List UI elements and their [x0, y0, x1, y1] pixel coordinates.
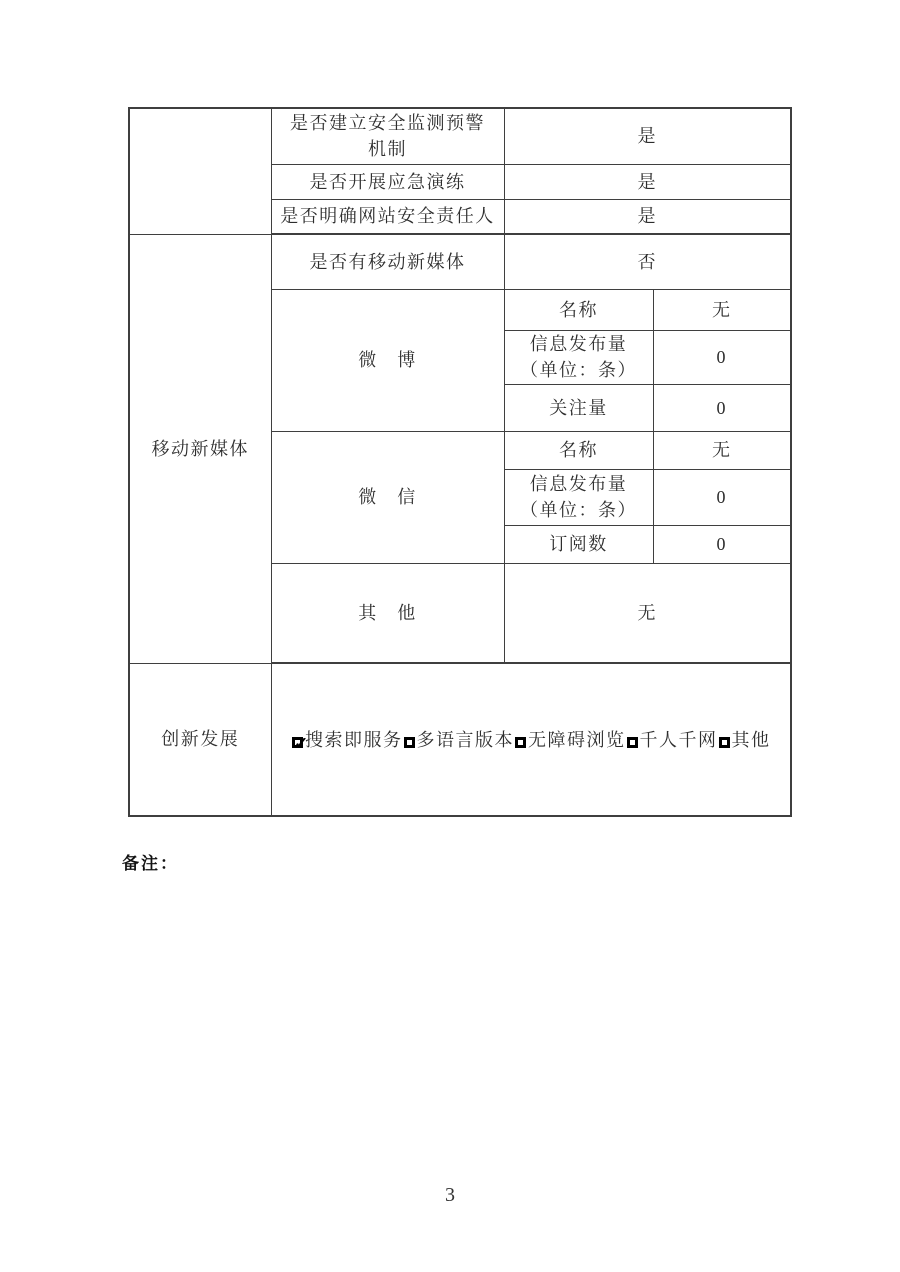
innovation-options-cell: [271, 663, 791, 816]
report-table: [128, 107, 792, 817]
weibo-title-cell: 微 博: [271, 289, 504, 431]
innovation-options: [291, 730, 771, 750]
security-row-label: [271, 108, 504, 164]
innovation-option-label: 千人千网: [639, 729, 718, 750]
wechat-name-value: 无: [653, 431, 791, 469]
innovation-option: [403, 727, 515, 753]
weibo-name-label: 名称: [504, 289, 653, 330]
wechat-posts-value: 0: [653, 469, 791, 525]
weibo-posts-label: [504, 330, 653, 384]
wechat-posts-label-line1: 信息发布量: [529, 474, 628, 494]
notes-label: 备注：: [122, 854, 179, 873]
innovation-option: [718, 727, 771, 753]
wechat-subscribers-label: 订阅数: [504, 525, 653, 563]
wechat-posts-label-line2: （单位：条）: [520, 500, 637, 520]
innovation-option-label: 搜索即服务: [305, 729, 403, 750]
security-row-label-line2: 机制: [368, 139, 407, 160]
security-category-cell: [129, 108, 271, 234]
security-row-label: 是否开展应急演练: [271, 164, 504, 199]
innovation-option: [626, 727, 718, 753]
other-media-label: 其 他: [271, 563, 504, 663]
page-number: 3: [445, 1184, 455, 1206]
security-row-label-line1: 是否建立安全监测预警: [290, 113, 485, 134]
weibo-followers-value: 0: [653, 384, 791, 431]
innovation-option-label: 多语言版本: [416, 729, 514, 750]
wechat-title-cell: 微 信: [271, 431, 504, 563]
has-mobile-media-label: 是否有移动新媒体: [271, 234, 504, 289]
innovation-option: [291, 727, 403, 753]
has-mobile-media-value: 否: [504, 234, 791, 289]
wechat-subscribers-value: 0: [653, 525, 791, 563]
mobile-media-header-cell: 移动新媒体: [129, 234, 271, 663]
weibo-posts-label-line2: （单位：条）: [520, 360, 637, 380]
wechat-name-label: 名称: [504, 431, 653, 469]
weibo-posts-value: 0: [653, 330, 791, 384]
security-row-label: 是否明确网站安全责任人: [271, 199, 504, 234]
innovation-option-label: 其他: [731, 729, 771, 750]
checkbox-unchecked-icon[interactable]: [404, 737, 415, 748]
other-media-value: 无: [504, 563, 791, 663]
security-row-value: 是: [504, 164, 791, 199]
innovation-option-label: 无障碍浏览: [528, 729, 626, 750]
checkbox-unchecked-icon[interactable]: [515, 737, 526, 748]
innovation-option: [514, 727, 626, 753]
weibo-posts-label-line1: 信息发布量: [529, 334, 628, 354]
weibo-followers-label: 关注量: [504, 384, 653, 431]
weibo-name-value: 无: [653, 289, 791, 330]
wechat-posts-label: [504, 469, 653, 525]
security-row-value: 是: [504, 199, 791, 234]
checkbox-checked-icon[interactable]: [292, 737, 303, 748]
security-row-value: 是: [504, 108, 791, 164]
innovation-header-cell: 创新发展: [129, 663, 271, 816]
checkbox-unchecked-icon[interactable]: [719, 737, 730, 748]
checkbox-unchecked-icon[interactable]: [627, 737, 638, 748]
